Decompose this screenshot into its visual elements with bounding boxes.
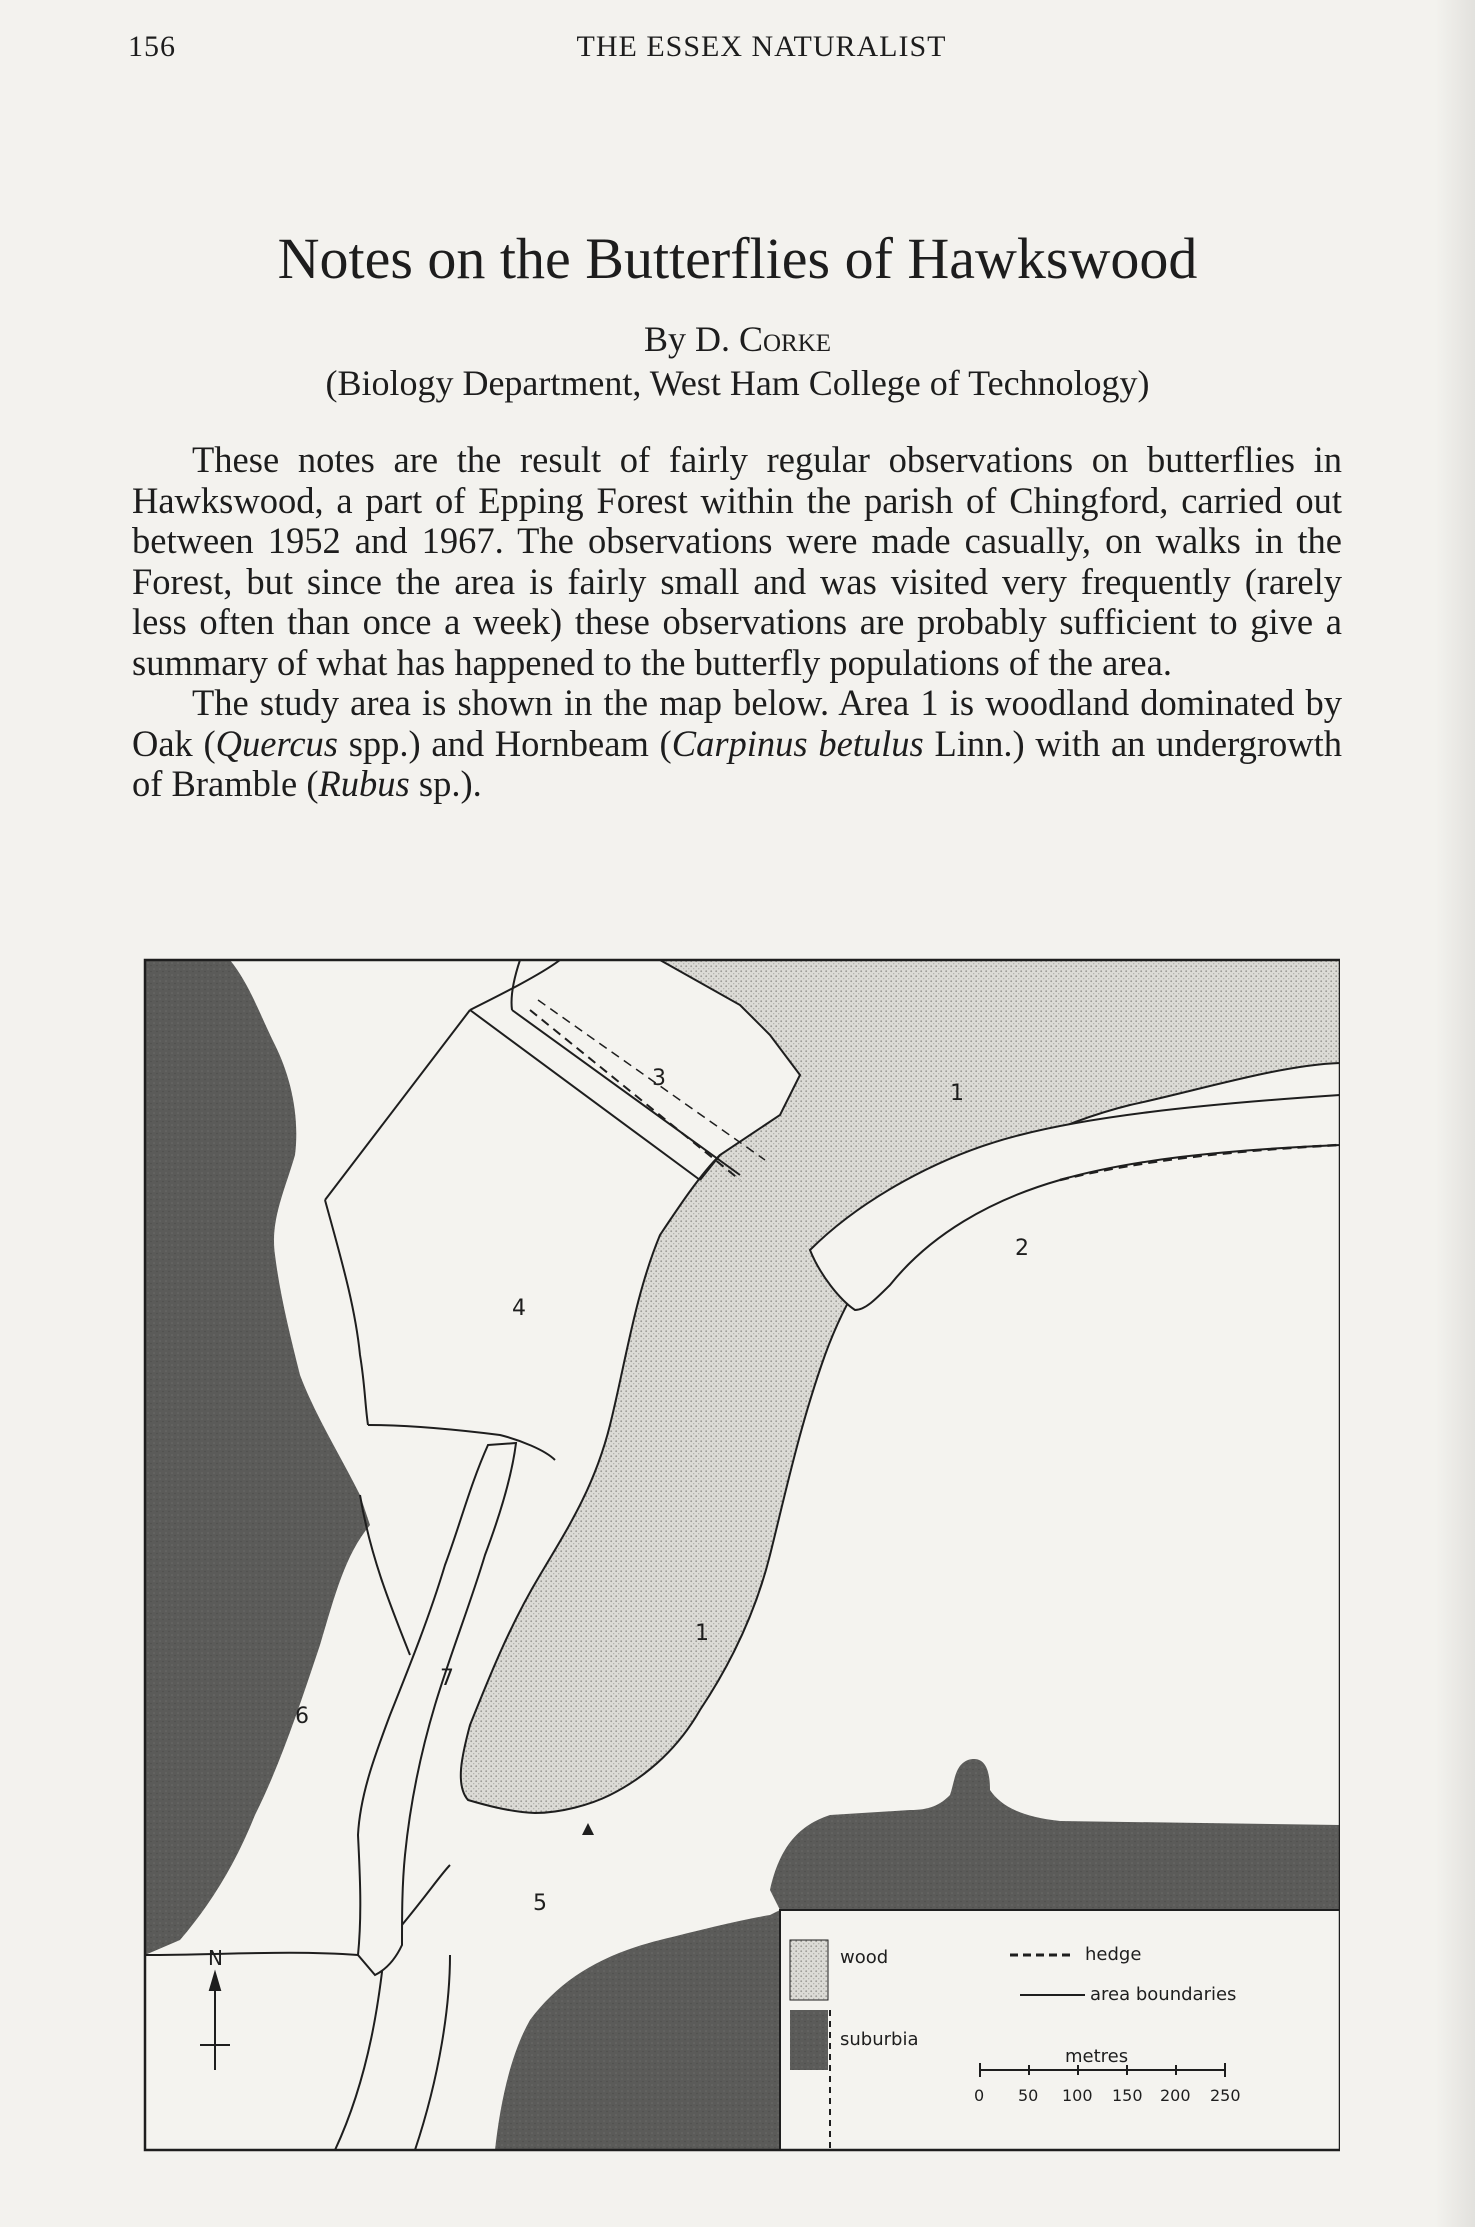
byline-by: By [643, 319, 686, 359]
scale-tick-50: 50 [1018, 2086, 1039, 2105]
legend-suburbia-label: suburbia [840, 2029, 919, 2050]
journal-title: THE ESSEX NATURALIST [576, 30, 947, 63]
byline [0, 318, 1475, 360]
legend-suburbia-swatch [790, 2010, 828, 2070]
legend-wood-swatch [790, 1940, 828, 2000]
scale-title: metres [1065, 2046, 1129, 2067]
scale-tick-200: 200 [1160, 2086, 1191, 2105]
paragraph-1: These notes are the result of fairly regular observations on butterflies in Hawkswood, a part of Epping Forest within the parish of Chingford, carried out between 1952 and 1967. The observations were made casually, on walks in the Forest, but since the area is fairly small and was visited very frequently (rarely less often than once a week) these observations are probably sufficient to give a summary of what has happened to the butterfly populations of the area. [132, 439, 1342, 683]
author-name: D. Corke [694, 319, 832, 359]
author-affiliation: (Biology Department, West Ham College of Technology) [325, 363, 1150, 403]
legend-wood-label: wood [840, 1947, 889, 1968]
label-area-7: 7 [440, 1666, 454, 1691]
label-area-2: 2 [1015, 1236, 1029, 1261]
label-area-3: 3 [652, 1066, 666, 1091]
article-body [132, 440, 1342, 805]
taxon-rubus: Rubus [318, 763, 410, 804]
article-title: Notes on the Butterflies of Hawkswood [277, 226, 1198, 291]
label-area-4: 4 [512, 1296, 526, 1321]
page-number: 156 [128, 30, 176, 63]
taxon-carpinus: Carpinus betulus [671, 722, 924, 764]
scale-tick-250: 250 [1210, 2086, 1241, 2105]
scale-tick-100: 100 [1062, 2086, 1093, 2105]
scale-tick-150: 150 [1112, 2086, 1143, 2105]
study-area-map [140, 955, 1340, 2160]
running-header [128, 30, 1315, 70]
label-area-5: 5 [533, 1891, 547, 1916]
label-area-1-mid: 1 [695, 1621, 709, 1646]
label-area-6: 6 [295, 1704, 309, 1729]
legend-hedge-label: hedge [1085, 1944, 1142, 1965]
legend-boundaries-label: area boundaries [1090, 1984, 1237, 2005]
taxon-quercus: Quercus [215, 722, 338, 764]
scale-tick-0: 0 [974, 2086, 985, 2105]
paragraph-2: The study area is shown in the map below. Area 1 is woodland dominated by Oak (Quercus spp.) and Hornbeam (Carpinus betulus Linn.) with an undergrowth of Bramble (Rubus sp.). [132, 682, 1342, 804]
north-label: N [208, 1946, 223, 1970]
label-area-1-top: 1 [950, 1081, 964, 1106]
